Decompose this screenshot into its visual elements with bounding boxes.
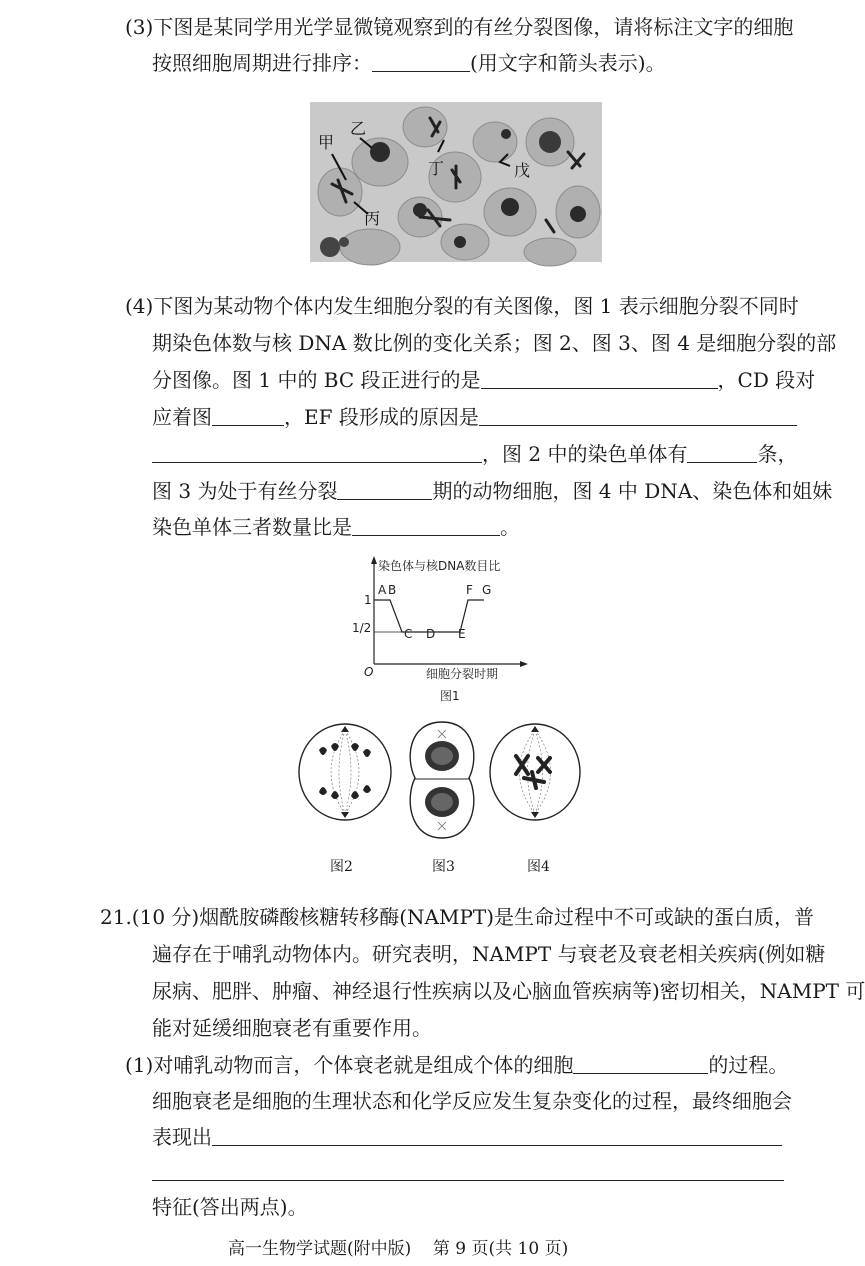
figure1-origin: O <box>364 665 374 679</box>
q3-line2-a: 按照细胞周期进行排序： <box>152 51 372 75</box>
label-jia: 甲 <box>318 133 335 152</box>
figure3-cell <box>405 718 479 842</box>
answer-blank-chromatids[interactable] <box>687 442 757 463</box>
q4-line4 <box>152 404 797 430</box>
q4-line3 <box>152 367 815 393</box>
answer-blank-aging[interactable] <box>573 1053 708 1074</box>
y-axis-arrow <box>371 556 377 564</box>
figure4-cell <box>488 722 582 822</box>
figure2-caption: 图2 <box>330 859 353 875</box>
figure1-xlabel: 细胞分裂时期 <box>426 667 499 681</box>
q4-line4-a: 应着图 <box>152 405 212 429</box>
answer-blank-ef-2[interactable] <box>152 442 482 463</box>
answer-blank-order[interactable] <box>372 51 470 72</box>
q4-line6 <box>152 478 832 504</box>
label-wu: 戊 <box>514 161 531 180</box>
figure4-caption: 图4 <box>527 859 550 875</box>
point-label-d: D <box>426 627 436 641</box>
micrograph <box>310 102 602 262</box>
answer-blank-ratio[interactable] <box>352 515 500 536</box>
answer-blank-cd[interactable] <box>212 405 284 426</box>
q4-line1: (4)下图为某动物个体内发生细胞分裂的有关图像，图 1 表示细胞分裂不同时 <box>125 294 799 318</box>
q4-line5 <box>152 441 797 467</box>
point-labels <box>374 583 491 641</box>
q21-sub1 <box>125 1052 788 1078</box>
q3-line2 <box>152 50 666 76</box>
q21-line2: 遍存在于哺乳动物体内。研究表明，NAMPT 与衰老及衰老相关疾病(例如糖 <box>152 942 826 966</box>
point-label-e: E <box>458 627 466 641</box>
q21-sub3-text: 表现出 <box>152 1125 212 1149</box>
answer-blank-phase[interactable] <box>337 479 432 500</box>
q4-line7-a: 染色单体三者数量比是 <box>152 515 352 539</box>
x-axis-arrow <box>520 661 528 667</box>
answer-blank-features-1[interactable] <box>212 1125 782 1146</box>
q4-line6-b: 期的动物细胞，图 4 中 DNA、染色体和姐妹 <box>432 479 833 503</box>
y-tick-half: 1/2 <box>352 621 372 635</box>
q4-line6-a: 图 3 为处于有丝分裂 <box>152 479 338 503</box>
q4-line3-a: 分图像。图 1 中的 BC 段正进行的是 <box>152 368 481 392</box>
q21-line1: 21.(10 分)烟酰胺磷酸核糖转移酶(NAMPT)是生命过程中不可或缺的蛋白质，普 <box>100 905 815 929</box>
answer-blank-bc[interactable] <box>481 368 718 389</box>
point-label-b: B <box>388 583 397 597</box>
q4-line5-a: ，图 2 中的染色单体有 <box>482 442 688 466</box>
q21-line3: 尿病、肥胖、肿瘤、神经退行性疾病以及心脑血管疾病等)密切相关，NAMPT 可 <box>152 979 865 1003</box>
page-footer: 高一生物学试题(附中版) 第 9 页(共 10 页) <box>228 1239 569 1259</box>
label-ding: 丁 <box>428 159 445 178</box>
figure3-caption: 图3 <box>432 859 455 875</box>
q21-sub2: 细胞衰老是细胞的生理状态和化学反应发生复杂变化的过程，最终细胞会 <box>152 1089 792 1113</box>
q4-line5-b: 条， <box>757 442 798 466</box>
label-yi: 乙 <box>350 119 367 138</box>
point-label-g: G <box>482 583 492 597</box>
point-label-f: F <box>466 583 473 597</box>
q21-line4: 能对延缓细胞衰老有重要作用。 <box>152 1016 432 1040</box>
y-tick-1: 1 <box>364 593 372 607</box>
q21-sub1-a: (1)对哺乳动物而言，个体衰老就是组成个体的细胞 <box>125 1053 574 1077</box>
q4-line3-b: ，CD 段对 <box>717 368 816 392</box>
point-label-c: C <box>404 627 413 641</box>
answer-blank-ef-1[interactable] <box>479 405 797 426</box>
figure1-ylabel: 染色体与核DNA数目比 <box>378 559 501 573</box>
q4-line7 <box>152 514 520 540</box>
q21-sub4: 特征(答出两点)。 <box>152 1195 308 1219</box>
q3-line2-b: (用文字和箭头表示)。 <box>470 51 666 75</box>
q21-sub1-b: 的过程。 <box>708 1053 789 1077</box>
label-bing: 丙 <box>364 209 381 228</box>
q21-sub3 <box>152 1124 782 1150</box>
figure1-caption: 图1 <box>440 689 460 703</box>
q4-line2: 期染色体数与核 DNA 数比例的变化关系；图 2、图 3、图 4 是细胞分裂的部 <box>152 331 837 355</box>
figure2-cell <box>297 722 393 822</box>
q3-line1: (3)下图是某同学用光学显微镜观察到的有丝分裂图像，请将标注文字的细胞 <box>125 15 794 39</box>
q4-line7-b: 。 <box>500 515 520 539</box>
answer-blank-features-2[interactable] <box>152 1162 784 1181</box>
figure1-chart <box>350 552 550 712</box>
point-label-a: A <box>378 583 387 597</box>
q4-line4-b: ，EF 段形成的原因是 <box>284 405 479 429</box>
